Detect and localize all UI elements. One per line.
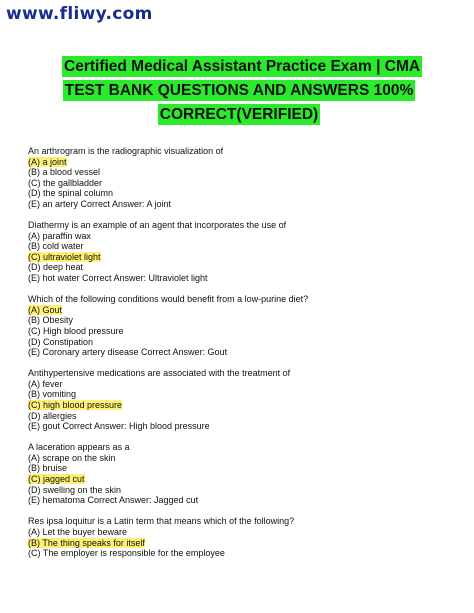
question-text: Diathermy is an example of an agent that incorporates the use of [28,220,287,231]
question-item [28,368,448,432]
answer-option: (C) High blood pressure [28,325,124,336]
answer-option: (D) allergies [28,410,77,421]
answer-option: (E) an artery Correct Answer: A joint [28,198,172,209]
question-text: A laceration appears as a [28,442,130,453]
question-text: Antihypertensive medications are associated with the treatment of [28,368,291,379]
watermark-logo[interactable]: www.fliwy.com [6,4,153,24]
answer-option [28,252,448,263]
highlighted-option: (C) ultraviolet light [28,251,101,262]
title-line-3: CORRECT(VERIFIED) [159,106,319,123]
question-item [28,516,448,558]
answer-option: (A) fever [28,378,63,389]
answer-option [28,305,448,316]
title-line-1: Certified Medical Assistant Practice Exam | CMA [64,58,421,75]
answer-option: (E) hot water Correct Answer: Ultraviolet light [28,273,208,284]
answer-option: (E) gout Correct Answer: High blood pressure [28,421,210,432]
question-item [28,442,448,506]
question-text: An arthrogram is the radiographic visualization of [28,146,224,156]
question-text: Res ipsa loquitur is a Latin term that means which of the following? [28,516,295,527]
answer-option: (B) Obesity [28,315,74,326]
answer-option [28,157,448,168]
answer-option: (B) vomiting [28,389,77,400]
answer-option: (A) scrape on the skin [28,452,116,463]
answer-option: (B) bruise [28,463,68,474]
highlighted-option: (A) Gout [28,304,63,315]
highlighted-option: (C) jagged cut [28,474,85,485]
answer-option: (A) paraffin wax [28,230,91,241]
highlighted-option: (B) The thing speaks for itself [28,537,145,548]
answer-option: (B) cold water [28,241,84,252]
document-title [62,56,421,128]
highlighted-option: (A) a joint [28,156,67,167]
question-item [28,146,448,210]
answer-option: (C) The employer is responsible for the employee [28,548,225,559]
question-text: Which of the following conditions would benefit from a low-purine diet? [28,294,309,305]
answer-option: (D) deep heat [28,262,84,273]
answer-option: (D) the spinal column [28,188,114,199]
title-line-2: TEST BANK QUESTIONS AND ANSWERS 100% [64,82,414,99]
answer-option [28,538,448,549]
highlighted-option: (C) high blood pressure [28,399,123,410]
answer-option: (D) swelling on the skin [28,484,122,495]
question-list [28,146,448,569]
question-item [28,294,448,358]
answer-option [28,400,448,411]
answer-option: (C) the gallbladder [28,177,103,188]
question-item [28,220,448,284]
answer-option: (B) a blood vessel [28,167,101,178]
answer-option: (D) Constipation [28,336,94,347]
answer-option: (E) hematoma Correct Answer: Jagged cut [28,495,199,506]
answer-option: (E) Coronary artery disease Correct Answer: Gout [28,347,228,358]
answer-option: (A) Let the buyer beware [28,526,128,537]
answer-option [28,474,448,485]
